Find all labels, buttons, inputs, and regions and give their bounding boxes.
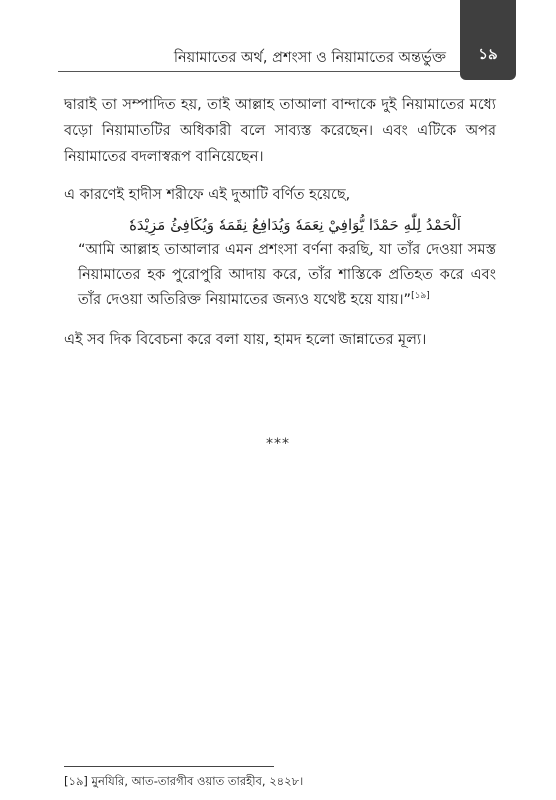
hadith-intro: এ কারণেই হাদীস শরীফে এই দুআটি বর্ণিত হয়েছে, — [64, 187, 351, 203]
body-paragraph: দ্বারাই তা সম্পাদিত হয়, তাই আল্লাহ তাআলা বান্দাকে দুই নিয়ামাতের মধ্যে বড়ো নিয়ামাতটির অধিকারী বলে সাব্যস্ত করেছেন। এবং এটিকে অপর নিয়ামাতের বদলাস্বরূপ বানিয়েছেন। — [64, 97, 496, 165]
section-separator: *** — [266, 436, 290, 452]
translation-quote — [64, 238, 496, 313]
conclusion-paragraph: এই সব দিক বিবেচনা করে বলা যায়, হামদ হলো জান্নাতের মূল্য। — [64, 332, 427, 348]
running-header: নিয়ামাতের অর্থ, প্রশংসা ও নিয়ামাতের অন্তর্ভুক্ত — [173, 50, 446, 66]
arabic-dua: اَلْحَمْدُ لِلّٰهِ حَمْدًا يُّوَافِيْ نِعَمَهٗ وَيُدَافِعُ نِقَمَهٗ وَيُكَافِئُ مَزِيْدَهٗ — [129, 216, 461, 234]
footnote: [১৯] মুনযিরি, আত-তারগীব ওয়াত তারহীব, ২৪২৮। — [64, 774, 304, 788]
header-divider — [58, 71, 460, 72]
footnote-reference: [১৯] — [411, 291, 430, 302]
page-number: ১৯ — [478, 45, 498, 63]
quote-text: “আমি আল্লাহ তাআলার এমন প্রশংসা বর্ণনা করছি, যা তাঁর দেওয়া সমস্ত নিয়ামাতের হক পুরোপুরি আদায় করে, তাঁর শাস্তিকে প্রতিহত করে এবং তাঁর দেওয়া অতিরিক্ত নিয়ামাতের জন্যও যথেষ্ট হয়ে যায়।” — [78, 242, 496, 308]
page-number-tab — [460, 0, 516, 80]
page-body — [64, 92, 496, 353]
footnote-divider — [64, 766, 274, 767]
